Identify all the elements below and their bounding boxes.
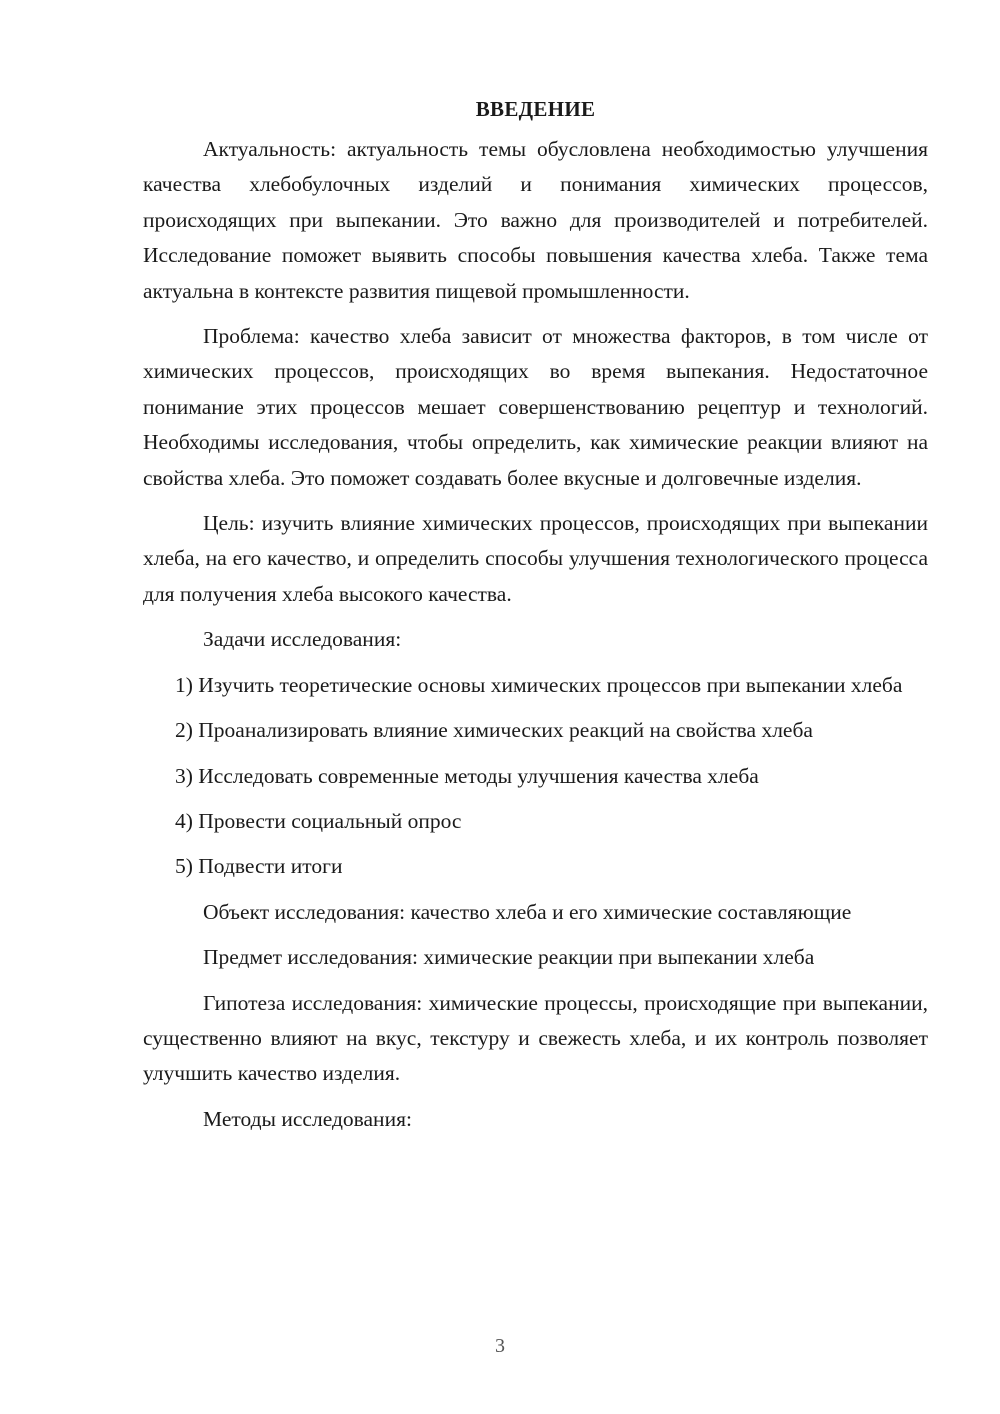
document-page	[143, 90, 928, 1147]
list-item: 5) Подвести итоги	[175, 854, 343, 879]
page-number: 3	[495, 1335, 505, 1357]
goal-paragraph: Цель: изучить влияние химических процессов, происходящих при выпекании хлеба, на его качество, и определить способы улучшения технологического процесса для получения хлеба высокого качества.	[143, 511, 928, 606]
subject-paragraph: Предмет исследования: химические реакции при выпекании хлеба	[203, 945, 815, 970]
list-item: 4) Провести социальный опрос	[175, 808, 462, 833]
section-title: ВВЕДЕНИЕ	[475, 97, 596, 121]
list-item: 2) Проанализировать влияние химических реакций на свойства хлеба	[175, 718, 813, 743]
relevance-paragraph: Актуальность: актуальность темы обусловлена необходимостью улучшения качества хлебобулочных изделий и понимания химических процессов, происходящих при выпекании. Это важно для производителей и потребителей. Исследование поможет выявить способы повышения качества хлеба. Также тема актуальна в контексте развития пищевой промышленности.	[143, 137, 928, 303]
tasks-heading: Задачи исследования:	[203, 627, 402, 652]
problem-paragraph: Проблема: качество хлеба зависит от множества факторов, в том числе от химических процессов, происходящих во время выпекания. Недостаточное понимание этих процессов мешает совершенствованию рецептур и технологий. Необходимы исследования, чтобы определить, как химические реакции влияют на свойства хлеба. Это поможет создавать более вкусные и долговечные изделия.	[143, 324, 928, 490]
methods-heading: Методы исследования:	[203, 1106, 412, 1131]
object-paragraph: Объект исследования: качество хлеба и его химические составляющие	[203, 899, 852, 924]
hypothesis-paragraph: Гипотеза исследования: химические процессы, происходящие при выпекании, существенно влияют на вкус, текстуру и свежесть хлеба, и их контроль позволяет улучшить качество изделия.	[143, 990, 928, 1086]
list-item: 3) Исследовать современные методы улучшения качества хлеба	[175, 763, 759, 788]
list-item: 1) Изучить теоретические основы химических процессов при выпекании хлеба	[175, 672, 903, 697]
tasks-list	[143, 668, 928, 885]
